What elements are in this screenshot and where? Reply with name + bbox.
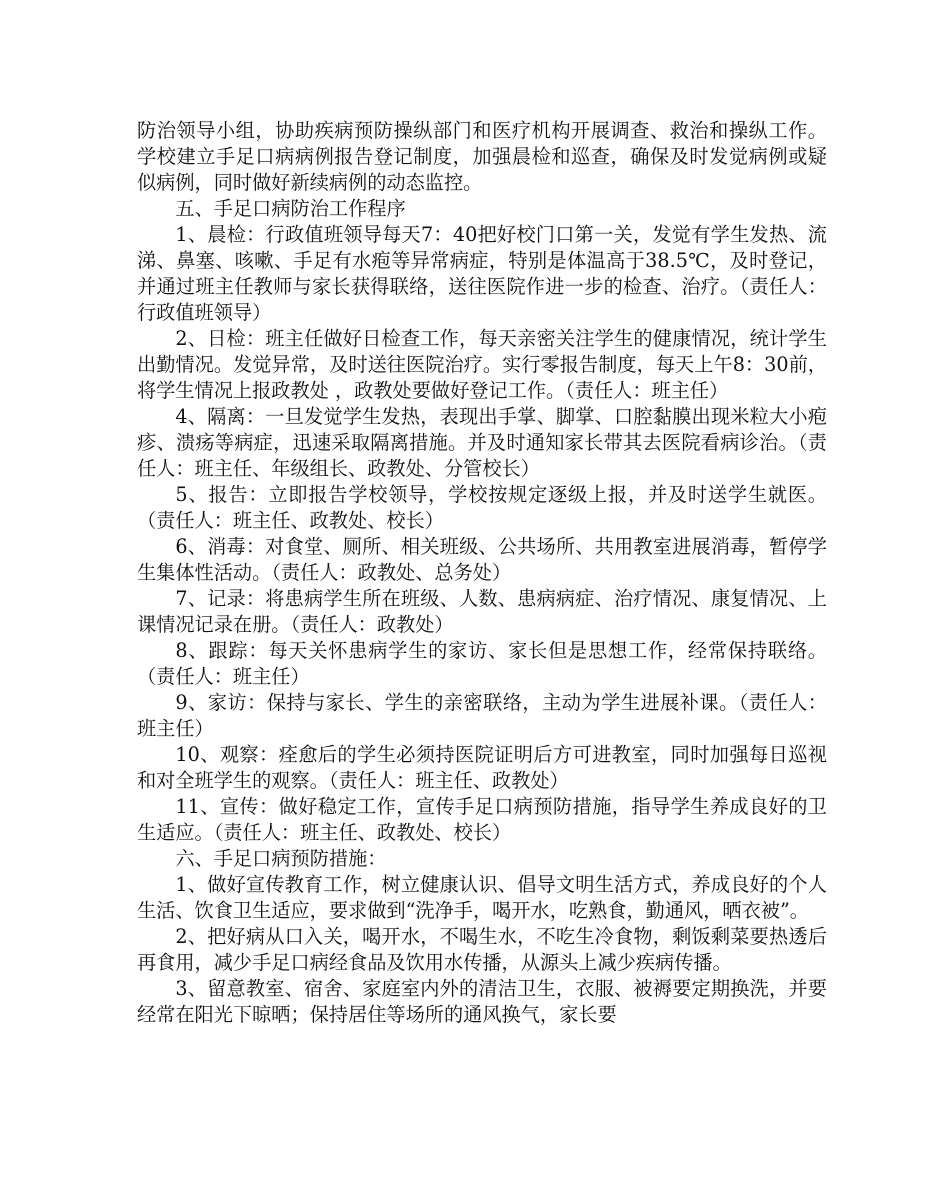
section-heading-6: 六、手足口病预防措施： [175,847,387,870]
paragraph-morning-check: 1、晨检：行政值班领导每天7：40把好校门口第一关，发觉有学生发热、流涕、鼻塞、咳嗽、手足有水疱等异常病症，特别是体温高于38.5℃，及时登记，并通过班主任教师与家长获得联络，送往医院作进一步的检查、治疗。（责任人：行政值班领导） [137,223,827,324]
paragraph-record: 7、记录：将患病学生所在班级、人数、患病病症、治疗情况、康复情况、上课情况记录在册。（责任人：政教处） [137,587,827,636]
paragraph-report: 5、报告：立即报告学校领导，学校按规定逐级上报，并及时送学生就医。（责任人：班主任、政教处、校长） [137,483,827,532]
paragraph-tracking: 8、跟踪：每天关怀患病学生的家访、家长但是思想工作，经常保持联络。（责任人：班主任） [137,639,827,688]
paragraph-publicity: 11、宣传：做好稳定工作，宣传手足口病预防措施，指导学生养成良好的卫生适应。（责任人：班主任、政教处、校长） [137,795,827,844]
section-heading-5: 五、手足口病防治工作程序 [175,197,406,220]
paragraph-daily-check: 2、日检：班主任做好日检查工作，每天亲密关注学生的健康情况，统计学生出勤情况。发觉异常，及时送往医院治疗。实行零报告制度，每天上午8：30前，将学生情况上报政教处 ，政教处要做好登记工作。（责任人：班主任） [137,327,827,402]
paragraph-1: 防治领导小组，协助疾病预防操纵部门和医疗机构开展调查、救治和操纵工作。学校建立手足口病病例报告登记制度，加强晨检和巡查，确保及时发觉病例或疑似病例，同时做好新续病例的动态监控。 [137,119,827,194]
paragraph-isolation: 4、隔离：一旦发觉学生发热，表现出手掌、脚掌、口腔黏膜出现米粒大小疱疹、溃疡等病症，迅速采取隔离措施。并及时通知家长带其去医院看病诊治。（责任人：班主任、年级组长、政教处、分管校长） [137,405,827,480]
paragraph-measure-2: 2、把好病从口入关，喝开水，不喝生水，不吃生冷食物，剩饭剩菜要热透后再食用，减少手足口病经食品及饮用水传播，从源头上减少疾病传播。 [137,925,827,974]
paragraph-measure-1: 1、做好宣传教育工作，树立健康认识、倡导文明生活方式，养成良好的个人生活、饮食卫生适应，要求做到“洗净手，喝开水，吃熟食，勤通风，晒衣被”。 [137,873,827,922]
document-body [137,118,827,1028]
paragraph-measure-3: 3、留意教室、宿舍、家庭室内外的清洁卫生，衣服、被褥要定期换洗，并要经常在阳光下晾晒；保持居住等场所的通风换气，家长要 [137,977,827,1026]
paragraph-observation: 10、观察：痊愈后的学生必须持医院证明后方可进教室，同时加强每日巡视和对全班学生的观察。（责任人：班主任、政教处） [137,743,827,792]
paragraph-home-visit: 9、家访：保持与家长、学生的亲密联络，主动为学生进展补课。（责任人：班主任） [137,691,827,740]
paragraph-disinfection: 6、消毒：对食堂、厕所、相关班级、公共场所、共用教室进展消毒，暂停学生集体性活动。（责任人：政教处、总务处） [137,535,827,584]
